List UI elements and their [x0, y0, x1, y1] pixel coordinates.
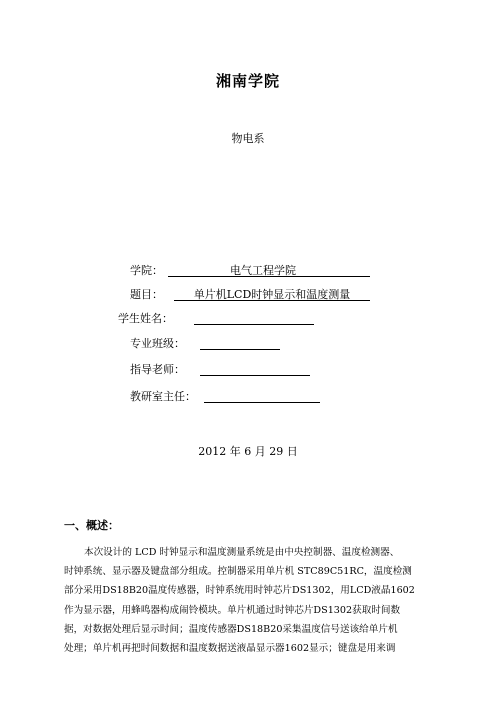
college-label: 学院： [130, 264, 163, 277]
major-class-field [130, 335, 290, 351]
office-director-underline [204, 402, 320, 403]
body-line: 据，对数据处理后显示时间；温度传感器DS18B20采集温度信号送该给单片机 [64, 623, 398, 635]
school-title: 湘南学院 [215, 72, 280, 90]
major-class-underline [200, 349, 280, 350]
body-line: 本次设计的 LCD 时钟显示和温度测量系统是由中央控制器、温度检测器、 [84, 547, 400, 558]
topic-value: 单片机LCD时钟显示和温度测量 [193, 288, 351, 301]
college-field [130, 262, 370, 278]
advisor-label: 指导老师： [130, 363, 185, 376]
section-body [64, 543, 432, 658]
major-class-label: 专业班级： [130, 337, 185, 350]
body-line: 时钟系统、显示器及键盘部分组成。控制器采用单片机 STC89C51RC，温度检测 [64, 566, 412, 578]
office-director-field [130, 388, 350, 404]
body-line: 部分采用DS18B20温度传感器，时钟系统用时钟芯片DS1302，用LCD液晶1602 [64, 585, 415, 597]
advisor-field [130, 361, 330, 377]
topic-field [130, 286, 370, 302]
student-name-label: 学生姓名： [118, 312, 173, 325]
report-date: 2012 年 6 月 29 日 [198, 445, 298, 458]
section-title: 一、概述： [64, 519, 119, 532]
student-name-underline [194, 324, 314, 325]
body-line: 作为显示器，用蜂鸣器构成闹铃模块。单片机通过时钟芯片DS1302获取时间数 [64, 604, 401, 616]
body-line: 处理；单片机再把时间数据和温度数据送液晶显示器1602显示；键盘是用来调 [64, 642, 396, 654]
office-director-label: 教研室主任： [130, 390, 196, 403]
topic-label: 题目： [130, 288, 163, 301]
advisor-underline [200, 375, 310, 376]
college-value: 电气工程学院 [230, 264, 296, 277]
student-name-field [118, 310, 318, 326]
department-title: 物电系 [231, 132, 265, 145]
